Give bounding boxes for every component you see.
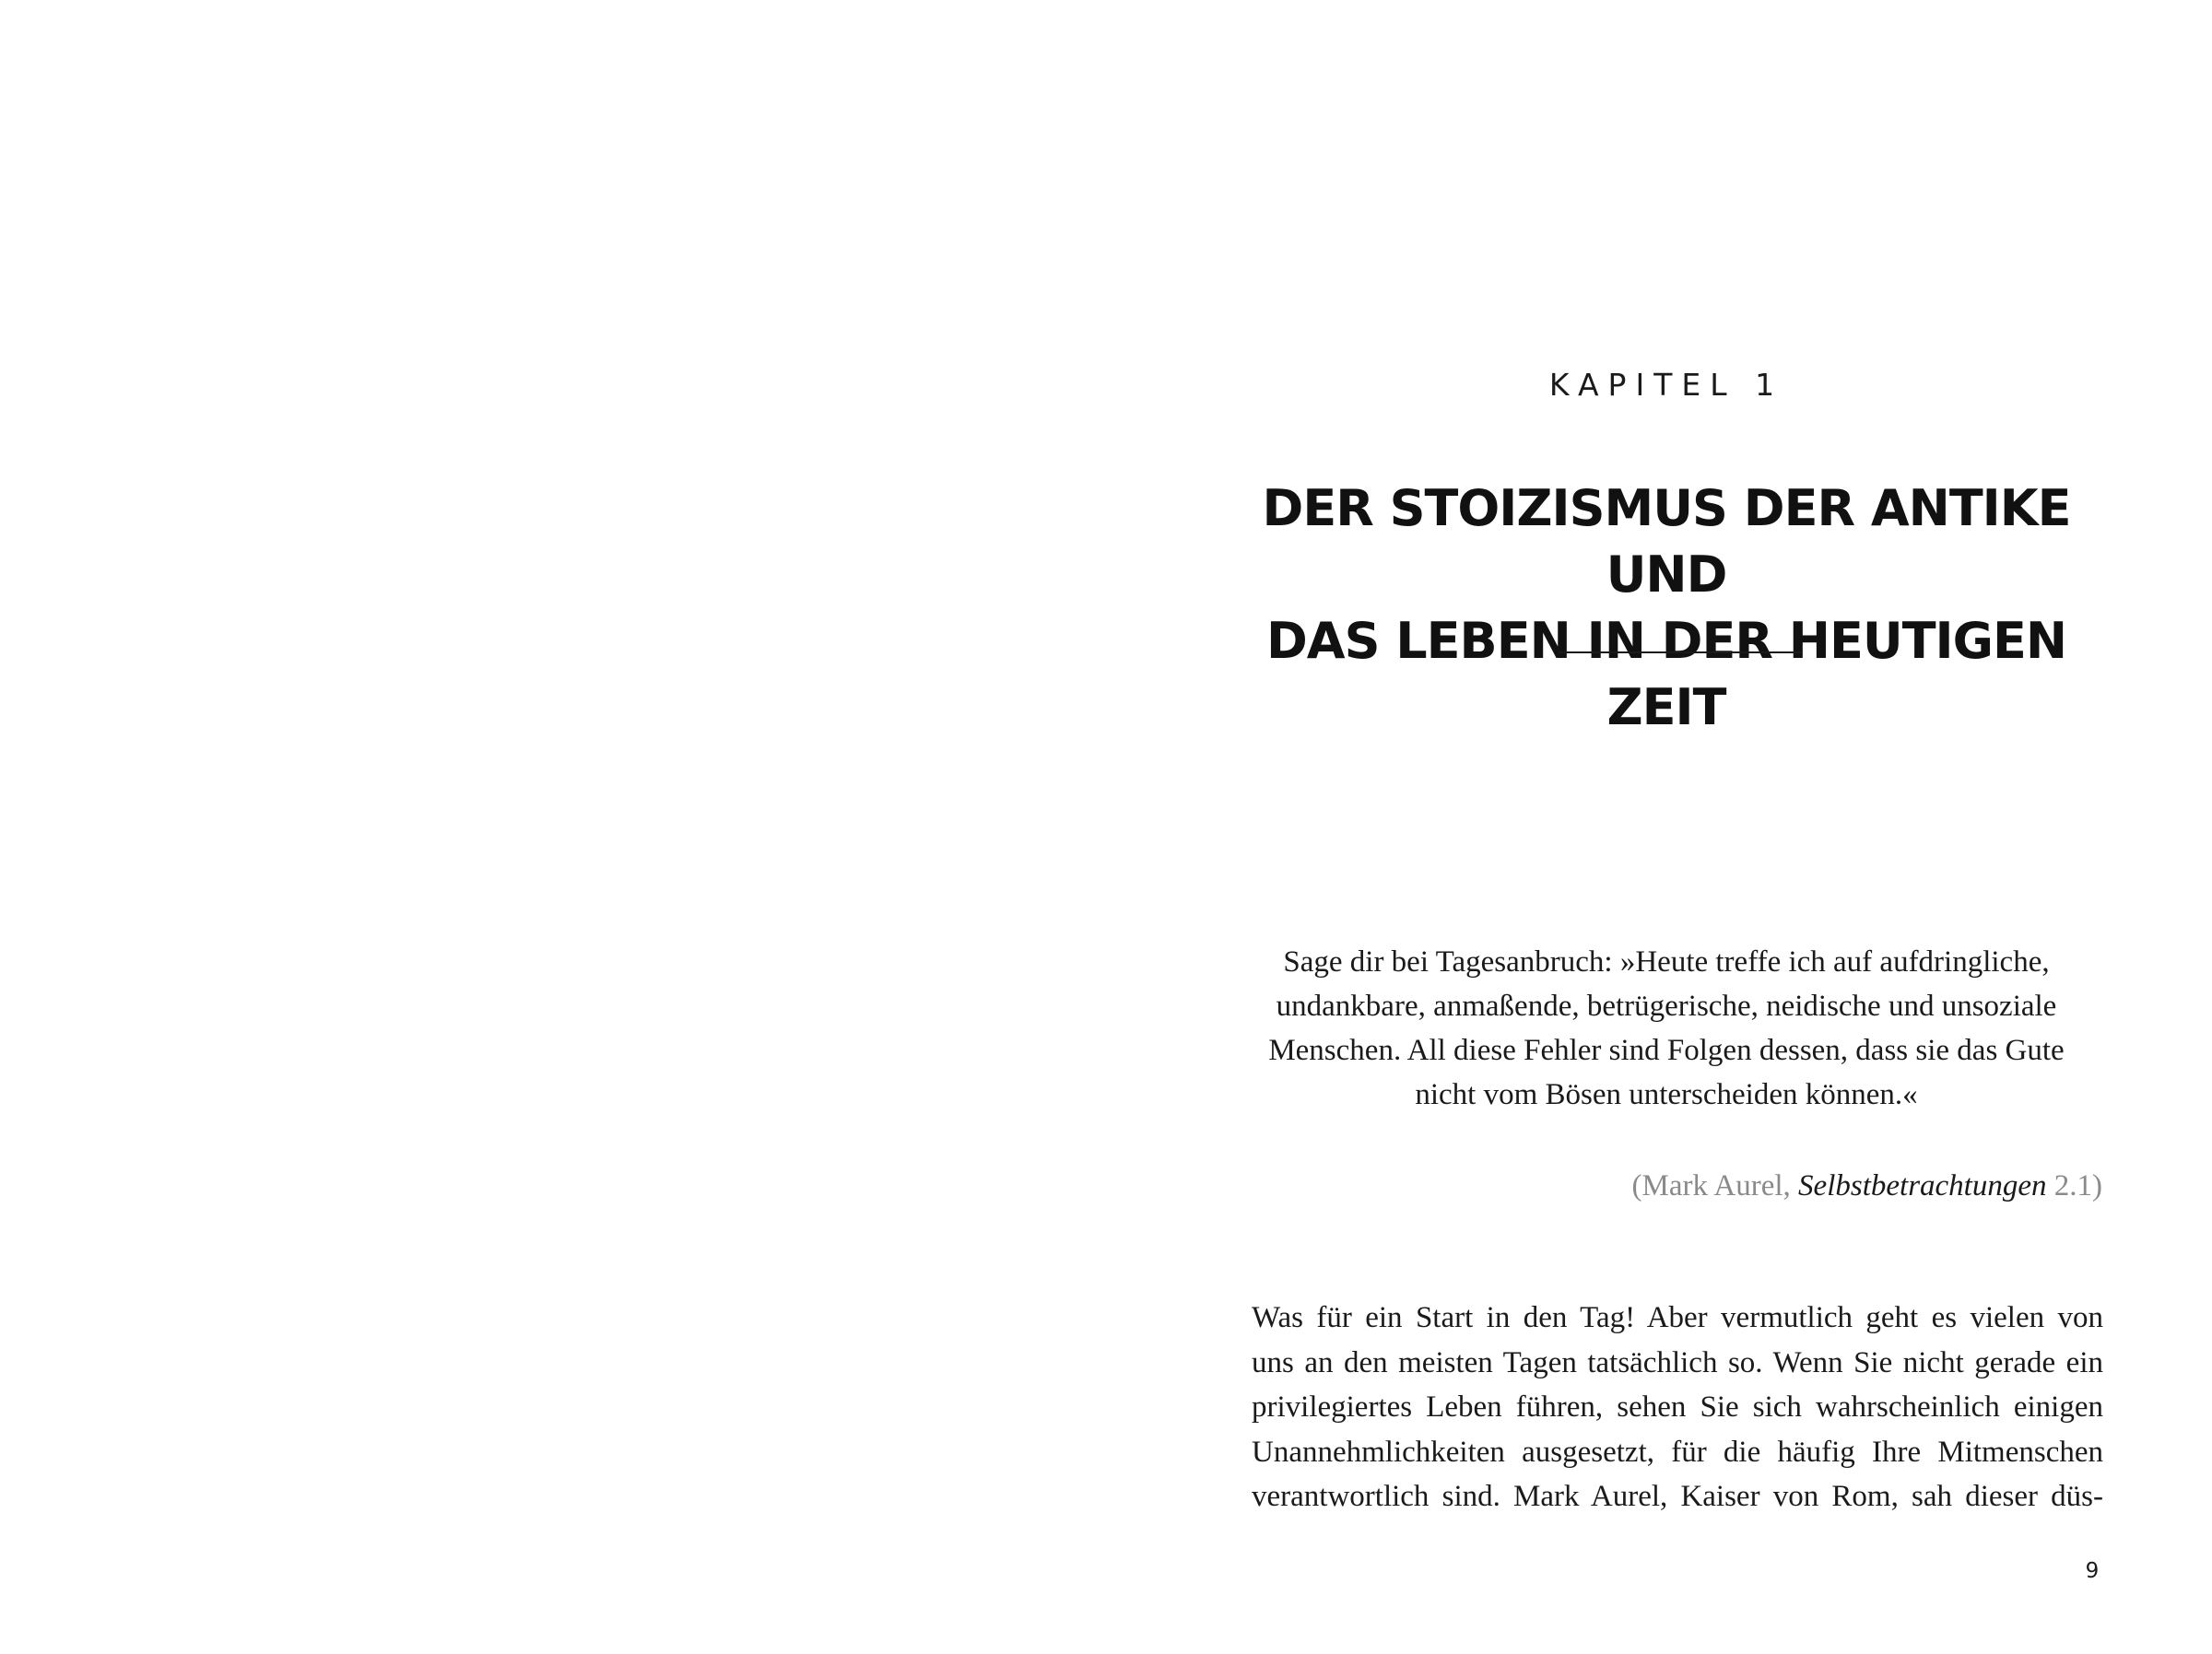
page-number: 9 — [2085, 1559, 2100, 1583]
epigraph-line: Sage dir bei Tagesanbruch: »Heute treffe ich auf aufdringliche, — [1283, 945, 2050, 979]
body-line: uns an den meisten Tagen tatsächlich so. Wenn Sie nicht gerade ein — [1252, 1345, 2103, 1379]
citation-author: (Mark Aurel, — [1631, 1169, 1799, 1202]
epigraph-line: undankbare, anmaßende, betrügerische, neidische und unsoziale — [1276, 990, 2057, 1023]
epigraph-citation — [1249, 1164, 2102, 1208]
title-divider — [1559, 651, 1801, 653]
citation-work-title: Selbstbetrachtungen — [1798, 1169, 2047, 1202]
body-paragraph — [1252, 1296, 2103, 1519]
body-line: verantwortlich sind. Mark Aurel, Kaiser von Rom, sah dieser düs- — [1252, 1480, 2103, 1513]
chapter-title — [1249, 475, 2084, 741]
citation-reference: 2.1) — [2046, 1169, 2102, 1202]
epigraph-quote — [1249, 940, 2084, 1117]
epigraph-line: nicht vom Bösen unterscheiden können.« — [1415, 1078, 1918, 1111]
chapter-title-line: DAS LEBEN IN DER HEUTIGEN ZEIT — [1265, 612, 2067, 736]
epigraph-line: Menschen. All diese Fehler sind Folgen dessen, dass sie das Gute — [1268, 1034, 2065, 1067]
body-line: Was für ein Start in den Tag! Aber vermutlich geht es vielen von — [1252, 1301, 2103, 1334]
chapter-label: KAPITEL 1 — [1548, 367, 1784, 403]
chapter-title-line: DER STOIZISMUS DER ANTIKE UND — [1262, 479, 2071, 604]
body-line: privilegiertes Leben führen, sehen Sie sich wahrscheinlich einigen — [1252, 1390, 2103, 1424]
body-line: Unannehmlichkeiten ausgesetzt, für die häufig Ihre Mitmenschen — [1252, 1435, 2103, 1469]
